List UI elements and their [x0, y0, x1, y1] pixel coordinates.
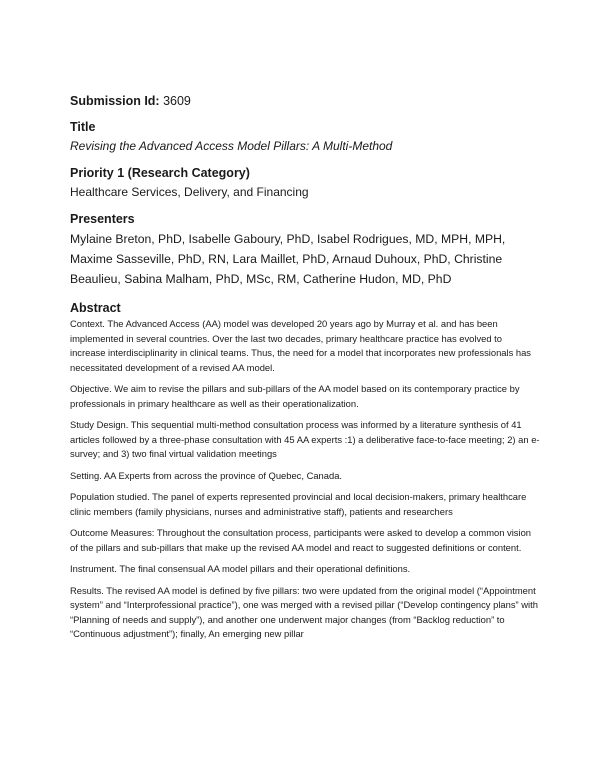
abstract-body: [70, 317, 540, 642]
priority-label: Priority 1 (Research Category): [70, 166, 250, 180]
presenters-label: Presenters: [70, 212, 135, 226]
abstract-paragraph-outcome-measures: Outcome Measures: Throughout the consultation process, participants were asked to develop a common vision of the pillars and sub-pillars that make up the revised AA model and react to suggested definitions or content.: [70, 527, 532, 553]
abstract-paragraph-context: Context. The Advanced Access (AA) model was developed 20 years ago by Murray et al. and has been implemented in several countries. Over the last two decades, primary healthcare practice has evolved to increase interdisciplinarity in clinical teams. Thus, the need for a model that incorporates new professionals has necessitated development of a revised AA model.: [70, 318, 531, 373]
submission-id-label: Submission Id:: [70, 94, 160, 108]
abstract-paragraph-results: Results. The revised AA model is defined by five pillars: two were updated from the original model (“Appointment system” and “Interprofessional practice”), one was merged with a revised pillar (“Develop contingency plans” with “Planning of needs and supply”), and another one underwent major changes (from “Backlog reduction” to “Continuous adjustment”); finally, An emerging new pillar: [70, 584, 538, 639]
submission-id-line: [70, 94, 540, 108]
title-text: Revising the Advanced Access Model Pillars: A Multi-Method: [70, 139, 393, 153]
abstract-paragraph-study-design: Study Design. This sequential multi-method consultation process was informed by a literature synthesis of 41 articles followed by a three-phase consultation with 45 AA experts :1) a deliberative face-to-face meeting; 2) an e-survey; and 3) two final virtual validation meetings: [70, 419, 540, 459]
abstract-label: Abstract: [70, 301, 121, 315]
priority-text: Healthcare Services, Delivery, and Financing: [70, 185, 309, 199]
submission-id-value: 3609: [163, 94, 191, 108]
presenters-text: Mylaine Breton, PhD, Isabelle Gaboury, PhD, Isabel Rodrigues, MD, MPH, MPH, Maxime Sasseville, PhD, RN, Lara Maillet, PhD, Arnaud Duhoux, PhD, Christine Beaulieu, Sabina Malham, PhD, MSc, RM, Catherine Hudon, MD, PhD: [70, 232, 506, 286]
document-content: [70, 94, 540, 649]
abstract-paragraph-instrument: Instrument. The final consensual AA model pillars and their operational definitions.: [70, 563, 411, 574]
abstract-paragraph-setting: Setting. AA Experts from across the province of Quebec, Canada.: [70, 469, 343, 481]
abstract-paragraph-population: Population studied. The panel of experts represented provincial and local decision-makers, primary healthcare clinic members (family physicians, nurses and administrative staff), patients and researchers: [70, 491, 527, 517]
title-label: Title: [70, 120, 96, 134]
abstract-paragraph-objective: Objective. We aim to revise the pillars and sub-pillars of the AA model based on its contemporary practice by professionals in primary healthcare as well as their operationalization.: [70, 383, 520, 409]
